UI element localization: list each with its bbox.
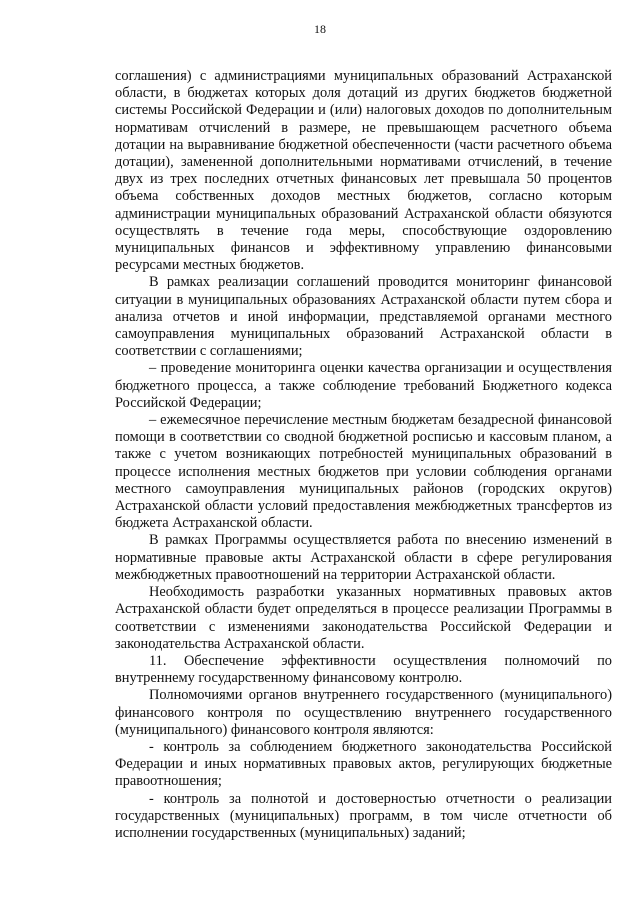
- paragraph-control-powers: Полномочиями органов внутреннего государственного (муниципального) финансового контроля по осуществлению внутреннего государственного (муниципального) финансового контроля являются:: [115, 687, 612, 738]
- section-heading-11: 11. Обеспечение эффективности осуществления полномочий по внутреннему государственному финансовому контролю.: [115, 652, 612, 687]
- paragraph-agreements-continuation: соглашения) с администрациями муниципальных образований Астраханской области, в бюджетах которых доля дотаций из других бюджетов бюджетной системы Российской Федерации и (или) налоговых доходов по дополнительным нормативам отчислений в размере, не превышающем расчетного объема дотации на выравнивание бюджетной обеспеченности (части расчетного объема дотации), замененной дополнительными нормативами отчислений, в течение двух из трех последних отчетных финансовых лет превышала 50 процентов объема собственных доходов местных бюджетов, согласно которым администрации муниципальных образований Астраханской области обязуются осуществлять в течение года меры, способствующие оздоровлению муниципальных финансов и эффективному управлению финансовыми ресурсами местных бюджетов.: [115, 68, 612, 274]
- paragraph-monitoring: В рамках реализации соглашений проводится мониторинг финансовой ситуации в муниципальных образованиях Астраханской области путем сбора и анализа отчетов и иной информации, представляемой органами местного самоуправления муниципальных образований Астраханской области в соответствии с соглашениями;: [115, 274, 612, 360]
- page-number: 18: [314, 22, 326, 36]
- document-body: [115, 68, 612, 842]
- paragraph-control-reporting: - контроль за полнотой и достоверностью отчетности о реализации государственных (муниципальных) программ, в том числе отчетности об исполнении государственных (муниципальных) заданий;: [115, 790, 612, 841]
- paragraph-program-legal-changes: В рамках Программы осуществляется работа по внесению изменений в нормативные правовые акты Астраханской области в сфере регулирования межбюджетных правоотношений на территории Астраханской области.: [115, 532, 612, 583]
- paragraph-budget-process-monitoring: – проведение мониторинга оценки качества организации и осуществления бюджетного процесса, а также соблюдение требований Бюджетного кодекса Российской Федерации;: [115, 360, 612, 411]
- paragraph-control-legislation: - контроль за соблюдением бюджетного законодательства Российской Федерации и иных нормативных правовых актов, регулирующих бюджетные правоотношения;: [115, 738, 612, 790]
- paragraph-monthly-transfer: – ежемесячное перечисление местным бюджетам безадресной финансовой помощи в соответствии со сводной бюджетной росписью и кассовым планом, а также с учетом возникающих потребностей муниципальных образований в процессе исполнения местных бюджетов при условии соблюдения органами местного самоуправления муниципальных районов (городских округов) Астраханской области условий предоставления межбюджетных трансфертов из бюджета Астраханской области.: [115, 412, 612, 532]
- paragraph-necessity: Необходимость разработки указанных нормативных правовых актов Астраханской области будет определяться в процессе реализации Программы в соответствии с изменениями законодательства Российской Федерации и законодательства Астраханской области.: [115, 584, 612, 652]
